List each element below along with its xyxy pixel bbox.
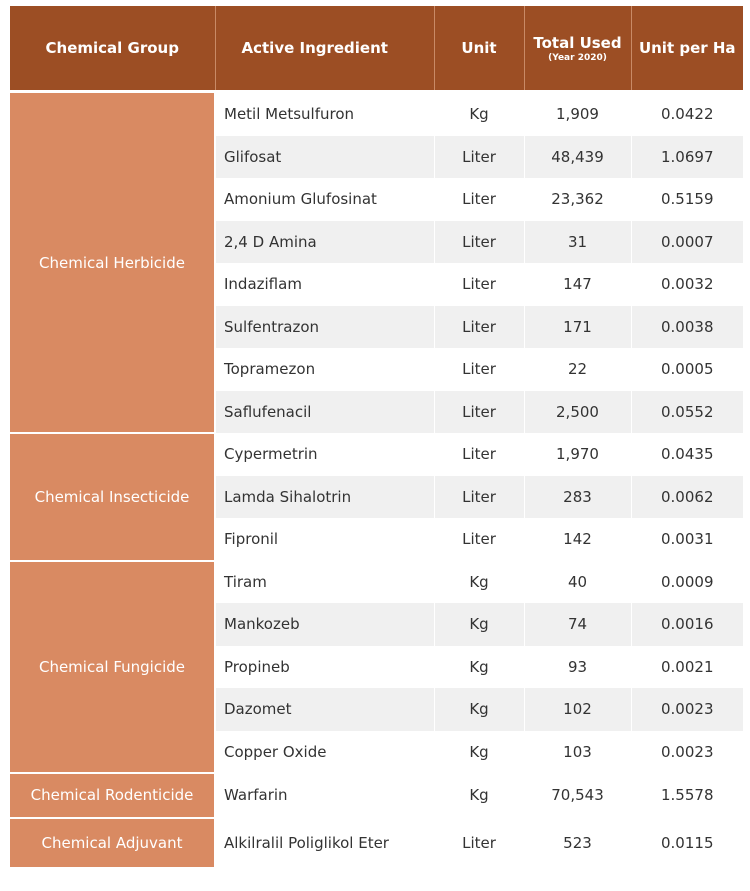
unit-per-ha-cell: 0.0115 bbox=[661, 833, 714, 852]
total-used-cell: 23,362 bbox=[524, 178, 631, 221]
unit-per-ha-cell: 0.0552 bbox=[631, 391, 743, 434]
total-used-cell: 31 bbox=[524, 221, 631, 264]
total-used-cell: 40 bbox=[524, 561, 631, 604]
total-used-cell: 171 bbox=[524, 306, 631, 349]
unit-per-ha-cell: 0.0009 bbox=[661, 572, 714, 591]
active-ingredient-cell: Alkilralil Poliglikol Eter bbox=[215, 818, 434, 868]
active-ingredient-cell: Warfarin bbox=[215, 773, 434, 818]
unit-per-ha-cell: 1.5578 bbox=[661, 786, 714, 805]
total-used-cell: 523 bbox=[524, 818, 631, 868]
active-ingredient-cell: Cypermetrin bbox=[215, 433, 434, 476]
table-row bbox=[10, 92, 743, 136]
unit-per-ha-cell: 1.0697 bbox=[631, 136, 743, 179]
total-used-cell: 93 bbox=[524, 646, 631, 689]
total-used-cell: 102 bbox=[524, 688, 631, 731]
active-ingredient-cell: Saflufenacil bbox=[215, 391, 434, 434]
table-row bbox=[10, 433, 743, 476]
unit-cell: Liter bbox=[434, 348, 524, 391]
active-ingredient-cell: Copper Oxide bbox=[215, 731, 434, 774]
unit-cell: Kg bbox=[434, 92, 524, 136]
active-ingredient-cell: Indaziflam bbox=[215, 263, 434, 306]
active-ingredient-cell: Propineb bbox=[215, 646, 434, 689]
unit-cell: Liter bbox=[434, 433, 524, 476]
chemical-group-cell: Chemical Herbicide bbox=[10, 92, 215, 434]
table-header bbox=[10, 6, 743, 92]
unit-cell: Kg bbox=[434, 603, 524, 646]
total-used-cell: 48,439 bbox=[524, 136, 631, 179]
active-ingredient-cell: Topramezon bbox=[215, 348, 434, 391]
active-ingredient-cell: Glifosat bbox=[215, 136, 434, 179]
unit-per-ha-cell: 0.0005 bbox=[661, 360, 714, 379]
unit-cell: Kg bbox=[434, 773, 524, 818]
chemical-group-cell: Chemical Adjuvant bbox=[10, 818, 215, 868]
table-body bbox=[10, 92, 743, 868]
unit-cell: Kg bbox=[434, 688, 524, 731]
unit-cell: Liter bbox=[434, 306, 524, 349]
unit-cell: Liter bbox=[434, 391, 524, 434]
header-total-used-year: (Year 2020) bbox=[548, 52, 607, 63]
unit-cell: Liter bbox=[434, 476, 524, 519]
chemical-group-cell: Chemical Insecticide bbox=[10, 433, 215, 561]
unit-cell: Kg bbox=[434, 561, 524, 604]
active-ingredient-cell: Fipronil bbox=[215, 518, 434, 561]
total-used-cell: 22 bbox=[524, 348, 631, 391]
active-ingredient-cell: Dazomet bbox=[215, 688, 434, 731]
table-row bbox=[10, 773, 743, 818]
unit-cell: Liter bbox=[434, 518, 524, 561]
unit-cell: Liter bbox=[434, 178, 524, 221]
unit-cell: Liter bbox=[434, 136, 524, 179]
header-total-used-label: Total Used bbox=[533, 33, 622, 52]
total-used-cell: 283 bbox=[524, 476, 631, 519]
unit-per-ha-cell: 0.0023 bbox=[631, 688, 743, 731]
unit-cell: Kg bbox=[434, 731, 524, 774]
table-row bbox=[10, 561, 743, 604]
header-unit: Unit bbox=[434, 6, 524, 92]
active-ingredient-cell: Sulfentrazon bbox=[215, 306, 434, 349]
unit-per-ha-cell: 0.0007 bbox=[631, 221, 743, 264]
unit-cell: Liter bbox=[434, 221, 524, 264]
header-chemical-group: Chemical Group bbox=[10, 6, 215, 92]
active-ingredient-cell: 2,4 D Amina bbox=[215, 221, 434, 264]
active-ingredient-cell: Metil Metsulfuron bbox=[215, 92, 434, 136]
total-used-cell: 74 bbox=[524, 603, 631, 646]
unit-per-ha-cell: 0.0023 bbox=[661, 742, 714, 761]
active-ingredient-cell: Tiram bbox=[215, 561, 434, 604]
unit-cell: Liter bbox=[434, 263, 524, 306]
unit-per-ha-cell: 0.0038 bbox=[631, 306, 743, 349]
total-used-cell: 142 bbox=[524, 518, 631, 561]
unit-per-ha-cell: 0.0422 bbox=[661, 105, 714, 124]
total-used-cell: 1,970 bbox=[524, 433, 631, 476]
total-used-cell: 147 bbox=[524, 263, 631, 306]
unit-per-ha-cell: 0.0021 bbox=[661, 657, 714, 676]
total-used-cell: 103 bbox=[524, 731, 631, 774]
chemical-group-cell: Chemical Rodenticide bbox=[10, 773, 215, 818]
total-used-cell: 2,500 bbox=[524, 391, 631, 434]
unit-per-ha-cell: 0.0435 bbox=[661, 445, 714, 464]
active-ingredient-cell: Amonium Glufosinat bbox=[215, 178, 434, 221]
total-used-cell: 1,909 bbox=[524, 92, 631, 136]
chemical-group-cell: Chemical Fungicide bbox=[10, 561, 215, 774]
header-unit-per-ha: Unit per Ha bbox=[631, 6, 743, 92]
active-ingredient-cell: Mankozeb bbox=[215, 603, 434, 646]
unit-cell: Liter bbox=[434, 818, 524, 868]
chemical-usage-table bbox=[10, 6, 743, 869]
active-ingredient-cell: Lamda Sihalotrin bbox=[215, 476, 434, 519]
unit-per-ha-cell: 0.0062 bbox=[631, 476, 743, 519]
unit-per-ha-cell: 0.5159 bbox=[661, 190, 714, 209]
unit-per-ha-cell: 0.0016 bbox=[631, 603, 743, 646]
unit-per-ha-cell: 0.0032 bbox=[661, 275, 714, 294]
header-row bbox=[10, 6, 743, 92]
table-row bbox=[10, 818, 743, 868]
unit-per-ha-cell: 0.0031 bbox=[661, 530, 714, 549]
header-active-ingredient: Active Ingredient bbox=[215, 6, 434, 92]
total-used-cell: 70,543 bbox=[524, 773, 631, 818]
unit-cell: Kg bbox=[434, 646, 524, 689]
header-total-used bbox=[524, 6, 631, 92]
